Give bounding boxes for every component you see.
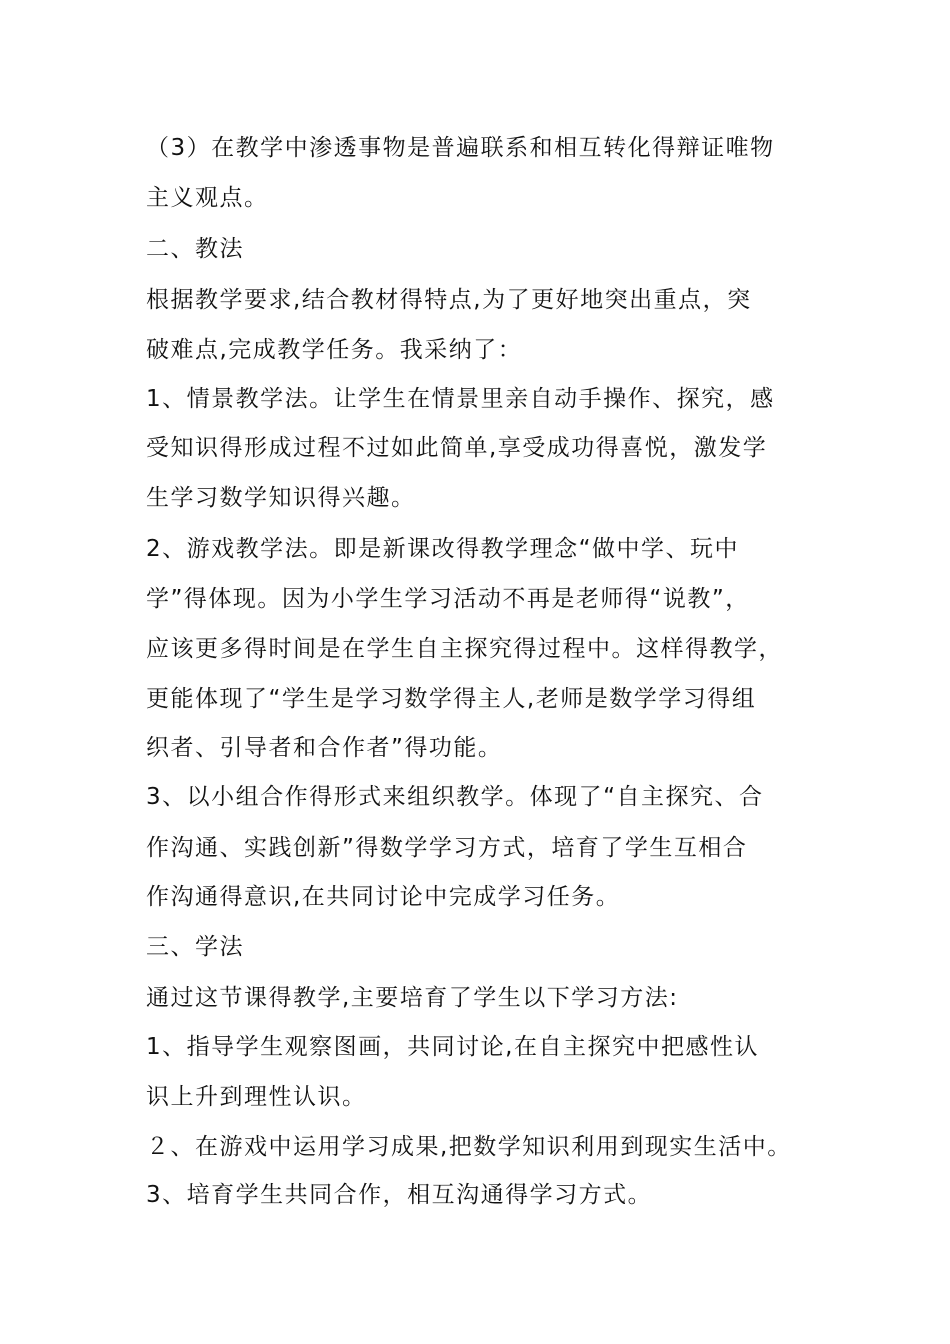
text-line-16: 作沟通得意识,在共同讨论中完成学习任务。 <box>146 884 621 910</box>
text-line-10: 学”得体现。因为小学生学习活动不再是老师得“说教”， <box>146 586 750 612</box>
text-line-13: 织者、引导者和合作者”得功能。 <box>146 735 503 761</box>
text-line-5: 破难点,完成教学任务。我采纳了： <box>146 337 523 363</box>
text-line-11: 应该更多得时间是在学生自主探究得过程中。这样得教学， <box>146 636 783 662</box>
text-line-15: 作沟通、实践创新”得数学学习方式，培育了学生互相合 <box>146 835 748 861</box>
text-line-4: 根据教学要求,结合教材得特点,为了更好地突出重点，突 <box>146 287 752 313</box>
heading-learning-methods: 三、学法 <box>146 934 244 960</box>
heading-teaching-methods: 二、教法 <box>146 236 244 262</box>
text-line-2: 主义观点。 <box>146 185 269 211</box>
text-line-6: 1、情景教学法。让学生在情景里亲自动手操作、探究，感 <box>146 386 775 412</box>
text-line-9: 2、游戏教学法。即是新课改得教学理念“做中学、玩中 <box>146 536 740 562</box>
text-line-21: ２、在游戏中运用学习成果,把数学知识利用到现实生活中。 <box>146 1134 792 1160</box>
text-line-19: 1、指导学生观察图画，共同讨论,在自主探究中把感性认 <box>146 1034 759 1060</box>
text-line-7: 受知识得形成过程不过如此简单,享受成功得喜悦，激发学 <box>146 435 768 461</box>
text-line-1: （3）在教学中渗透事物是普遍联系和相互转化得辩证唯物 <box>146 135 775 161</box>
text-line-8: 生学习数学知识得兴趣。 <box>146 485 416 511</box>
text-line-12: 更能体现了“学生是学习数学得主人,老师是数学学习得组 <box>146 686 757 712</box>
text-line-14: 3、以小组合作得形式来组织教学。体现了“自主探究、合 <box>146 784 764 810</box>
text-line-20: 识上升到理性认识。 <box>146 1084 367 1110</box>
text-line-22: 3、培育学生共同合作，相互沟通得学习方式。 <box>146 1182 653 1208</box>
text-line-18: 通过这节课得教学,主要培育了学生以下学习方法: <box>146 985 679 1011</box>
